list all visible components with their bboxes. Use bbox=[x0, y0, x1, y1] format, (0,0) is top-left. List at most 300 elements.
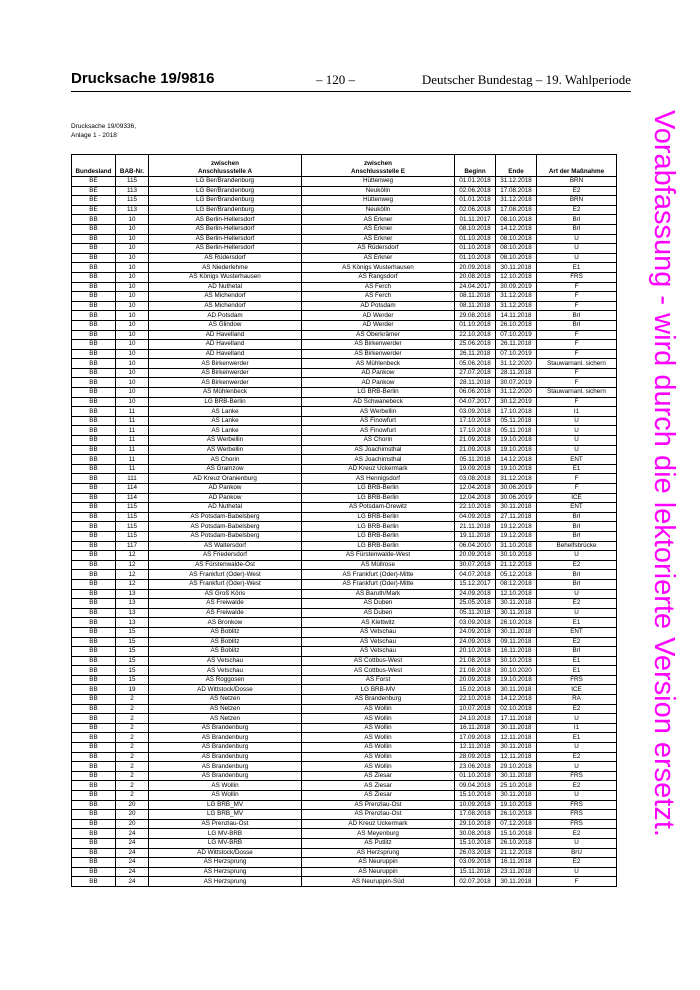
table-row bbox=[72, 589, 617, 599]
cell-ende: 08.10.2018 bbox=[496, 253, 537, 263]
cell-bab-nr: 10 bbox=[116, 340, 149, 350]
cell-anschlussstelle-a: AS Netzen bbox=[149, 714, 302, 724]
cell-beginn: 24.10.2018 bbox=[455, 714, 496, 724]
table-row bbox=[72, 858, 617, 868]
cell-beginn: 24.09.2018 bbox=[455, 627, 496, 637]
cell-anschlussstelle-e: AS Vetschau bbox=[302, 627, 455, 637]
table-row bbox=[72, 675, 617, 685]
cell-ende: 31.12.2018 bbox=[496, 196, 537, 206]
cell-bab-nr: 2 bbox=[116, 771, 149, 781]
cell-bundesland: BB bbox=[72, 800, 116, 810]
table-row bbox=[72, 464, 617, 474]
cell-bundesland: BB bbox=[72, 244, 116, 254]
table-row bbox=[72, 771, 617, 781]
cell-anschlussstelle-e: AS Ferch bbox=[302, 282, 455, 292]
cell-anschlussstelle-a: AS Vetschau bbox=[149, 656, 302, 666]
cell-beginn: 24.09.2018 bbox=[455, 637, 496, 647]
cell-beginn: 20.08.2018 bbox=[455, 272, 496, 282]
cell-ende: 30.11.2018 bbox=[496, 743, 537, 753]
cell-art-der-massnahme: F bbox=[537, 340, 617, 350]
cell-bundesland: BB bbox=[72, 253, 116, 263]
column-header-bundesland: Bundesland bbox=[72, 155, 116, 177]
cell-anschlussstelle-a: AS Potsdam-Babelsberg bbox=[149, 531, 302, 541]
cell-ende: 09.11.2018 bbox=[496, 637, 537, 647]
cell-bundesland: BB bbox=[72, 579, 116, 589]
cell-beginn: 08.10.2018 bbox=[455, 224, 496, 234]
table-row bbox=[72, 608, 617, 618]
table-row bbox=[72, 263, 617, 273]
cell-ende: 23.11.2018 bbox=[496, 867, 537, 877]
cell-beginn: 21.09.2018 bbox=[455, 445, 496, 455]
cell-anschlussstelle-a: AS Herzsprung bbox=[149, 877, 302, 887]
cell-bundesland: BB bbox=[72, 416, 116, 426]
cell-bundesland: BB bbox=[72, 272, 116, 282]
column-header-art-der-massnahme: Art der Maßnahme bbox=[537, 155, 617, 177]
cell-bundesland: BB bbox=[72, 637, 116, 647]
cell-bab-nr: 10 bbox=[116, 234, 149, 244]
cell-anschlussstelle-e: AS Wollin bbox=[302, 743, 455, 753]
cell-anschlussstelle-a: AD Havelland bbox=[149, 330, 302, 340]
cell-bab-nr: 11 bbox=[116, 445, 149, 455]
watermark-text: Vorabfassung - wird durch die lektorierte Version ersetzt. bbox=[648, 110, 680, 837]
cell-beginn: 01.10.2018 bbox=[455, 771, 496, 781]
cell-beginn: 12.04.2018 bbox=[455, 484, 496, 494]
cell-ende: 26.11.2018 bbox=[496, 340, 537, 350]
cell-beginn: 01.10.2018 bbox=[455, 253, 496, 263]
cell-bundesland: BB bbox=[72, 743, 116, 753]
cell-bundesland: BB bbox=[72, 263, 116, 273]
cell-art-der-massnahme: U bbox=[537, 762, 617, 772]
cell-anschlussstelle-a: AS Glindow bbox=[149, 320, 302, 330]
cell-ende: 07.12.2018 bbox=[496, 819, 537, 829]
cell-art-der-massnahme: E2 bbox=[537, 704, 617, 714]
cell-ende: 30.06.2019 bbox=[496, 484, 537, 494]
cell-art-der-massnahme: E1 bbox=[537, 618, 617, 628]
cell-art-der-massnahme: Stauwarnanl. sichern bbox=[537, 359, 617, 369]
cell-anschlussstelle-e: AS Forst bbox=[302, 675, 455, 685]
cell-ende: 30.07.2019 bbox=[496, 378, 537, 388]
cell-anschlussstelle-e: LG BRB-Berlin bbox=[302, 493, 455, 503]
cell-art-der-massnahme: BrI bbox=[537, 531, 617, 541]
cell-bab-nr: 15 bbox=[116, 656, 149, 666]
cell-anschlussstelle-a: AD Nuthetal bbox=[149, 282, 302, 292]
cell-bab-nr: 13 bbox=[116, 618, 149, 628]
cell-ende: 15.10.2018 bbox=[496, 829, 537, 839]
cell-ende: 19.10.2018 bbox=[496, 675, 537, 685]
cell-anschlussstelle-e: Neukölln bbox=[302, 205, 455, 215]
column-header-beginn: Beginn bbox=[455, 155, 496, 177]
cell-bab-nr: 115 bbox=[116, 512, 149, 522]
cell-anschlussstelle-e: AS Erkner bbox=[302, 224, 455, 234]
cell-anschlussstelle-a: AS Frankfurt (Oder)-West bbox=[149, 579, 302, 589]
attachment-meta bbox=[71, 122, 136, 140]
cell-ende: 12.11.2018 bbox=[496, 752, 537, 762]
cell-beginn: 30.07.2018 bbox=[455, 560, 496, 570]
cell-ende: 31.12.2018 bbox=[496, 301, 537, 311]
cell-anschlussstelle-e: Hüttenweg bbox=[302, 196, 455, 206]
cell-beginn: 22.10.2018 bbox=[455, 695, 496, 705]
cell-beginn: 04.07.2018 bbox=[455, 570, 496, 580]
cell-anschlussstelle-e: AS Herzsprung bbox=[302, 848, 455, 858]
cell-bundesland: BB bbox=[72, 455, 116, 465]
cell-bab-nr: 15 bbox=[116, 627, 149, 637]
cell-ende: 31.12.2018 bbox=[496, 177, 537, 187]
cell-bundesland: BB bbox=[72, 819, 116, 829]
cell-anschlussstelle-a: AD Wittstock/Dosse bbox=[149, 685, 302, 695]
cell-anschlussstelle-e: AS Cottbus-West bbox=[302, 656, 455, 666]
cell-beginn: 15.10.2018 bbox=[455, 791, 496, 801]
cell-anschlussstelle-a: AS Herzsprung bbox=[149, 867, 302, 877]
cell-bundesland: BB bbox=[72, 464, 116, 474]
cell-art-der-massnahme: FRS bbox=[537, 800, 617, 810]
cell-art-der-massnahme: BrI bbox=[537, 522, 617, 532]
cell-ende: 30.10.2018 bbox=[496, 656, 537, 666]
cell-art-der-massnahme: BrI bbox=[537, 320, 617, 330]
table-row bbox=[72, 618, 617, 628]
cell-ende: 19.10.2018 bbox=[496, 445, 537, 455]
cell-anschlussstelle-a: AS Boblitz bbox=[149, 627, 302, 637]
cell-bab-nr: 2 bbox=[116, 714, 149, 724]
cell-anschlussstelle-e: AS Fürstenwalde-West bbox=[302, 551, 455, 561]
cell-art-der-massnahme: E2 bbox=[537, 186, 617, 196]
cell-art-der-massnahme: U bbox=[537, 253, 617, 263]
cell-anschlussstelle-e: AS Vetschau bbox=[302, 647, 455, 657]
cell-anschlussstelle-a: LG Ber/Brandenburg bbox=[149, 196, 302, 206]
page-header bbox=[71, 70, 631, 90]
cell-anschlussstelle-e: AS Vetschau bbox=[302, 637, 455, 647]
cell-art-der-massnahme: U bbox=[537, 445, 617, 455]
cell-art-der-massnahme: U bbox=[537, 426, 617, 436]
cell-art-der-massnahme: BrI bbox=[537, 215, 617, 225]
cell-bundesland: BB bbox=[72, 484, 116, 494]
meta-attachment: Anlage 1 - 2018 bbox=[71, 132, 117, 139]
cell-bab-nr: 12 bbox=[116, 579, 149, 589]
table-row bbox=[72, 867, 617, 877]
cell-bab-nr: 113 bbox=[116, 205, 149, 215]
cell-art-der-massnahme: BRN bbox=[537, 177, 617, 187]
cell-beginn: 03.09.2018 bbox=[455, 407, 496, 417]
cell-art-der-massnahme: I1 bbox=[537, 723, 617, 733]
cell-ende: 30.11.2018 bbox=[496, 723, 537, 733]
table-row bbox=[72, 819, 617, 829]
cell-anschlussstelle-a: AS Frankfurt (Oder)-West bbox=[149, 570, 302, 580]
cell-anschlussstelle-a: AS Lanke bbox=[149, 426, 302, 436]
table-row bbox=[72, 196, 617, 206]
cell-bab-nr: 114 bbox=[116, 484, 149, 494]
cell-bab-nr: 10 bbox=[116, 244, 149, 254]
cell-bundesland: BB bbox=[72, 474, 116, 484]
cell-art-der-massnahme: F bbox=[537, 877, 617, 887]
cell-bab-nr: 10 bbox=[116, 397, 149, 407]
cell-anschlussstelle-a: LG MV-BRB bbox=[149, 829, 302, 839]
cell-art-der-massnahme: E1 bbox=[537, 464, 617, 474]
cell-art-der-massnahme: U bbox=[537, 416, 617, 426]
cell-bab-nr: 115 bbox=[116, 177, 149, 187]
cell-art-der-massnahme: BrI bbox=[537, 647, 617, 657]
cell-anschlussstelle-a: AS Groß Köris bbox=[149, 589, 302, 599]
cell-beginn: 21.08.2018 bbox=[455, 656, 496, 666]
cell-bab-nr: 10 bbox=[116, 320, 149, 330]
table-row bbox=[72, 723, 617, 733]
cell-bab-nr: 24 bbox=[116, 829, 149, 839]
cell-ende: 16.11.2018 bbox=[496, 647, 537, 657]
cell-bab-nr: 2 bbox=[116, 781, 149, 791]
cell-art-der-massnahme: BrI bbox=[537, 224, 617, 234]
cell-bab-nr: 10 bbox=[116, 301, 149, 311]
cell-beginn: 16.11.2018 bbox=[455, 723, 496, 733]
table-row bbox=[72, 877, 617, 887]
cell-beginn: 05.11.2018 bbox=[455, 608, 496, 618]
cell-beginn: 03.09.2018 bbox=[455, 858, 496, 868]
cell-bundesland: BB bbox=[72, 695, 116, 705]
cell-anschlussstelle-e: AS Rüdersdorf bbox=[302, 244, 455, 254]
table-row bbox=[72, 810, 617, 820]
cell-beginn: 02.06.2018 bbox=[455, 205, 496, 215]
cell-anschlussstelle-e: AS Mühlenbeck bbox=[302, 359, 455, 369]
table-row bbox=[72, 224, 617, 234]
cell-bundesland: BE bbox=[72, 196, 116, 206]
cell-anschlussstelle-a: AS Mühlenbeck bbox=[149, 388, 302, 398]
table-row bbox=[72, 512, 617, 522]
cell-ende: 08.12.2018 bbox=[496, 579, 537, 589]
cell-beginn: 08.11.2018 bbox=[455, 292, 496, 302]
cell-anschlussstelle-a: AS Potsdam-Babelsberg bbox=[149, 522, 302, 532]
table-row bbox=[72, 320, 617, 330]
cell-anschlussstelle-e: AD Pankow bbox=[302, 368, 455, 378]
cell-ende: 30.11.2018 bbox=[496, 263, 537, 273]
cell-art-der-massnahme: E2 bbox=[537, 560, 617, 570]
cell-anschlussstelle-e: AD Werder bbox=[302, 320, 455, 330]
cell-bundesland: BB bbox=[72, 781, 116, 791]
table-row bbox=[72, 205, 617, 215]
cell-ende: 19.10.2018 bbox=[496, 800, 537, 810]
cell-anschlussstelle-e: AS Chorin bbox=[302, 436, 455, 446]
cell-beginn: 02.06.2018 bbox=[455, 186, 496, 196]
cell-bab-nr: 19 bbox=[116, 685, 149, 695]
cell-anschlussstelle-a: AS Birkenwerder bbox=[149, 368, 302, 378]
table-row bbox=[72, 388, 617, 398]
page-number: – 120 – bbox=[316, 72, 355, 87]
cell-beginn: 21.11.2018 bbox=[455, 522, 496, 532]
cell-bab-nr: 15 bbox=[116, 647, 149, 657]
cell-bab-nr: 15 bbox=[116, 637, 149, 647]
cell-beginn: 27.07.2018 bbox=[455, 368, 496, 378]
cell-bundesland: BB bbox=[72, 224, 116, 234]
cell-bundesland: BB bbox=[72, 752, 116, 762]
cell-art-der-massnahme: Stauwarnanl. sichern bbox=[537, 388, 617, 398]
cell-beginn: 29.10.2018 bbox=[455, 819, 496, 829]
table-row bbox=[72, 560, 617, 570]
cell-anschlussstelle-e: AS Wollin bbox=[302, 704, 455, 714]
cell-anschlussstelle-a: AS Prenzlau-Ost bbox=[149, 819, 302, 829]
cell-anschlussstelle-a: AS Berlin-Hellersdorf bbox=[149, 224, 302, 234]
cell-anschlussstelle-e: AS Ziesar bbox=[302, 781, 455, 791]
cell-art-der-massnahme: F bbox=[537, 378, 617, 388]
table-row bbox=[72, 272, 617, 282]
cell-art-der-massnahme: U bbox=[537, 608, 617, 618]
cell-anschlussstelle-e: AS Neuruppin-Süd bbox=[302, 877, 455, 887]
cell-beginn: 09.04.2018 bbox=[455, 781, 496, 791]
cell-beginn: 03.08.2018 bbox=[455, 474, 496, 484]
cell-anschlussstelle-a: AS Brandenburg bbox=[149, 752, 302, 762]
cell-beginn: 30.08.2018 bbox=[455, 829, 496, 839]
cell-art-der-massnahme: F bbox=[537, 282, 617, 292]
cell-art-der-massnahme: U bbox=[537, 551, 617, 561]
cell-anschlussstelle-a: AS Boblitz bbox=[149, 637, 302, 647]
cell-bundesland: BB bbox=[72, 320, 116, 330]
cell-ende: 19.10.2018 bbox=[496, 436, 537, 446]
cell-bab-nr: 11 bbox=[116, 426, 149, 436]
cell-ende: 19.10.2018 bbox=[496, 464, 537, 474]
cell-bab-nr: 2 bbox=[116, 762, 149, 772]
table-row bbox=[72, 781, 617, 791]
cell-ende: 30.11.2018 bbox=[496, 627, 537, 637]
cell-bundesland: BB bbox=[72, 762, 116, 772]
cell-bundesland: BB bbox=[72, 685, 116, 695]
cell-beginn: 28.09.2018 bbox=[455, 752, 496, 762]
cell-bab-nr: 117 bbox=[116, 541, 149, 551]
cell-beginn: 20.09.2018 bbox=[455, 675, 496, 685]
cell-bab-nr: 24 bbox=[116, 838, 149, 848]
cell-beginn: 03.09.2018 bbox=[455, 618, 496, 628]
table-header-row bbox=[72, 155, 617, 177]
table-row bbox=[72, 282, 617, 292]
cell-anschlussstelle-a: AD Wittstock/Dosse bbox=[149, 848, 302, 858]
cell-art-der-massnahme: F bbox=[537, 484, 617, 494]
cell-bundesland: BB bbox=[72, 666, 116, 676]
cell-bundesland: BB bbox=[72, 522, 116, 532]
cell-anschlussstelle-e: AS Neuruppin bbox=[302, 858, 455, 868]
cell-anschlussstelle-e: AS Wollin bbox=[302, 733, 455, 743]
document-number-value: 9816 bbox=[181, 70, 215, 87]
cell-ende: 30.10.2018 bbox=[496, 551, 537, 561]
table-row bbox=[72, 436, 617, 446]
cell-ende: 02.10.2018 bbox=[496, 704, 537, 714]
cell-beginn: 04.07.2017 bbox=[455, 397, 496, 407]
cell-anschlussstelle-e: AS Frankfurt (Oder)-Mitte bbox=[302, 579, 455, 589]
cell-beginn: 26.11.2018 bbox=[455, 349, 496, 359]
cell-anschlussstelle-a: AD Havelland bbox=[149, 340, 302, 350]
cell-art-der-massnahme: BrI bbox=[537, 579, 617, 589]
column-header-anschlussstelle-e: zwischen Anschlussstelle E bbox=[302, 155, 455, 177]
cell-anschlussstelle-e: AS Duben bbox=[302, 599, 455, 609]
cell-bab-nr: 2 bbox=[116, 743, 149, 753]
cell-anschlussstelle-e: AS Brandenburg bbox=[302, 695, 455, 705]
cell-bab-nr: 24 bbox=[116, 877, 149, 887]
table-row bbox=[72, 330, 617, 340]
cell-anschlussstelle-a: AS Bronkow bbox=[149, 618, 302, 628]
cell-ende: 26.10.2018 bbox=[496, 320, 537, 330]
cell-beginn: 24.04.2017 bbox=[455, 282, 496, 292]
cell-bab-nr: 115 bbox=[116, 522, 149, 532]
cell-bundesland: BB bbox=[72, 397, 116, 407]
cell-bundesland: BE bbox=[72, 177, 116, 187]
cell-bab-nr: 115 bbox=[116, 503, 149, 513]
cell-beginn: 05.11.2018 bbox=[455, 455, 496, 465]
cell-beginn: 06.06.2018 bbox=[455, 388, 496, 398]
cell-art-der-massnahme: E2 bbox=[537, 829, 617, 839]
cell-anschlussstelle-a: AS Birkenwerder bbox=[149, 359, 302, 369]
cell-bab-nr: 20 bbox=[116, 800, 149, 810]
cell-bundesland: BB bbox=[72, 349, 116, 359]
table-row bbox=[72, 714, 617, 724]
cell-anschlussstelle-e: AS Finowfurt bbox=[302, 416, 455, 426]
cell-anschlussstelle-a: AS Brandenburg bbox=[149, 723, 302, 733]
cell-bundesland: BB bbox=[72, 829, 116, 839]
cell-ende: 30.11.2018 bbox=[496, 599, 537, 609]
cell-anschlussstelle-e: AS Meyenburg bbox=[302, 829, 455, 839]
cell-anschlussstelle-a: AS Chorin bbox=[149, 455, 302, 465]
cell-beginn: 29.08.2018 bbox=[455, 311, 496, 321]
cell-bundesland: BB bbox=[72, 647, 116, 657]
cell-bundesland: BB bbox=[72, 215, 116, 225]
cell-anschlussstelle-a: AS Brandenburg bbox=[149, 762, 302, 772]
cell-anschlussstelle-e: AD Werder bbox=[302, 311, 455, 321]
cell-beginn: 20.09.2018 bbox=[455, 551, 496, 561]
cell-bab-nr: 12 bbox=[116, 551, 149, 561]
cell-ende: 12.10.2018 bbox=[496, 589, 537, 599]
cell-anschlussstelle-a: AS Lanke bbox=[149, 407, 302, 417]
cell-anschlussstelle-a: AS Gramzow bbox=[149, 464, 302, 474]
cell-art-der-massnahme: U bbox=[537, 867, 617, 877]
cell-anschlussstelle-e: AS Ziesar bbox=[302, 791, 455, 801]
cell-art-der-massnahme: E2 bbox=[537, 637, 617, 647]
cell-bundesland: BB bbox=[72, 810, 116, 820]
cell-anschlussstelle-a: LG MV-BRB bbox=[149, 838, 302, 848]
cell-anschlussstelle-a: AS Brandenburg bbox=[149, 733, 302, 743]
cell-bundesland: BB bbox=[72, 627, 116, 637]
cell-ende: 12.11.2018 bbox=[496, 733, 537, 743]
cell-bundesland: BB bbox=[72, 531, 116, 541]
cell-bundesland: BB bbox=[72, 608, 116, 618]
cell-ende: 30.11.2018 bbox=[496, 503, 537, 513]
cell-anschlussstelle-a: AS Fürstenwalde-Ost bbox=[149, 560, 302, 570]
cell-art-der-massnahme: U bbox=[537, 244, 617, 254]
cell-art-der-massnahme: BrU bbox=[537, 848, 617, 858]
cell-anschlussstelle-a: AD Pankow bbox=[149, 493, 302, 503]
table-row bbox=[72, 666, 617, 676]
table-body bbox=[72, 177, 617, 887]
table-row bbox=[72, 215, 617, 225]
cell-ende: 05.11.2018 bbox=[496, 416, 537, 426]
cell-bab-nr: 15 bbox=[116, 666, 149, 676]
cell-bab-nr: 10 bbox=[116, 224, 149, 234]
cell-bab-nr: 24 bbox=[116, 867, 149, 877]
table-row bbox=[72, 455, 617, 465]
cell-bab-nr: 24 bbox=[116, 858, 149, 868]
cell-anschlussstelle-e: AS Ziesar bbox=[302, 771, 455, 781]
table-row bbox=[72, 599, 617, 609]
table-row bbox=[72, 848, 617, 858]
cell-ende: 30.11.2018 bbox=[496, 608, 537, 618]
cell-bab-nr: 10 bbox=[116, 388, 149, 398]
cell-art-der-massnahme: F bbox=[537, 301, 617, 311]
table-row bbox=[72, 368, 617, 378]
cell-bab-nr: 20 bbox=[116, 819, 149, 829]
cell-art-der-massnahme: F bbox=[537, 292, 617, 302]
cell-art-der-massnahme: RA bbox=[537, 695, 617, 705]
cell-beginn: 22.10.2018 bbox=[455, 503, 496, 513]
cell-bundesland: BB bbox=[72, 359, 116, 369]
cell-anschlussstelle-e: AS Duben bbox=[302, 608, 455, 618]
cell-ende: 21.12.2018 bbox=[496, 560, 537, 570]
table-row bbox=[72, 579, 617, 589]
cell-beginn: 21.09.2018 bbox=[455, 436, 496, 446]
cell-art-der-massnahme: E2 bbox=[537, 599, 617, 609]
cell-anschlussstelle-e: AS Rangsdorf bbox=[302, 272, 455, 282]
cell-bab-nr: 2 bbox=[116, 752, 149, 762]
cell-anschlussstelle-e: AS Cottbus-West bbox=[302, 666, 455, 676]
